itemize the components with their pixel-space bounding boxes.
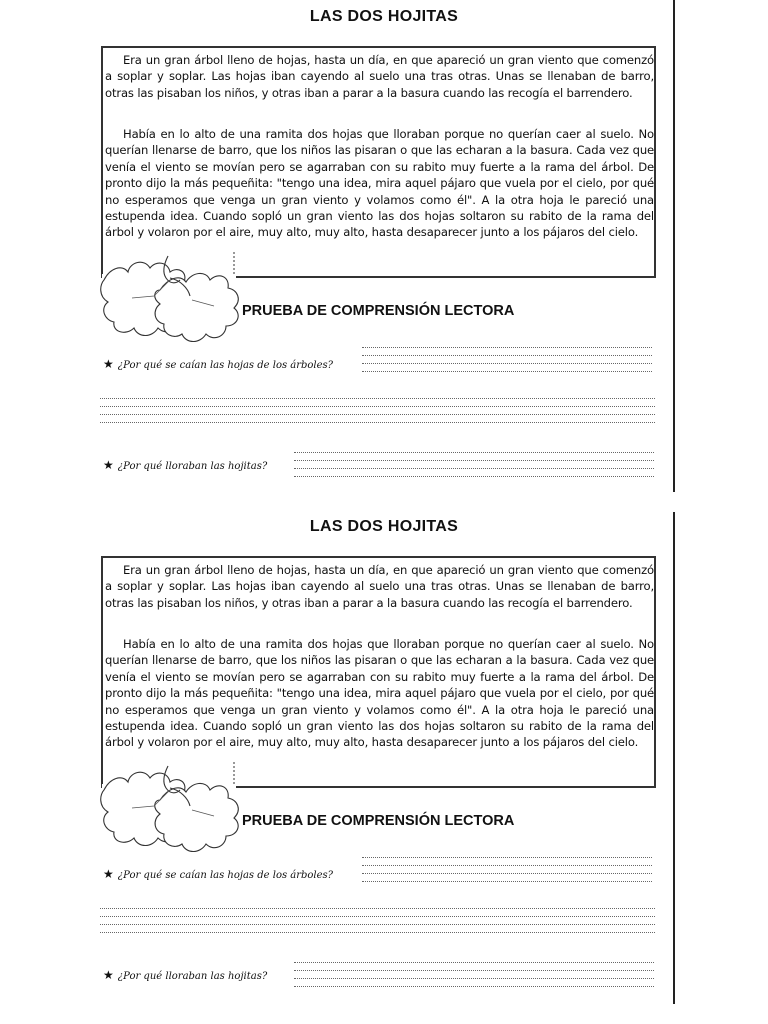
answer-line[interactable] xyxy=(100,916,655,917)
answer-line[interactable] xyxy=(100,924,655,925)
answer-line[interactable] xyxy=(100,422,655,423)
question-1 xyxy=(103,867,333,881)
star-icon: ★ xyxy=(103,968,114,982)
story-paragraph-2: Había en lo alto de una ramita dos hojas que lloraban porque no querían caer al suelo. No querían llenarse de barro, que los niños las pisaran o que las echaran a la basura. Cada vez que venía el viento se movían pero se agarraban con su rabito muy fuerte a la rama del árbol. De pronto dijo la más pequeñita: "tengo una idea, mira aquel pájaro que vuela por el cielo, por qué no esperamos que venga un gran viento y volamos como él". A la otra hoja le pareció una estupenda idea. Cuando sopló un gran viento las dos hojas soltaron su rabito de la rama del árbol y volaron por el aire, muy alto, muy alto, hasta desaparecer junto a los pájaros del cielo. xyxy=(105,127,654,240)
answer-line[interactable] xyxy=(362,857,652,858)
story-paragraph-1: Era un gran árbol lleno de hojas, hasta un día, en que apareció un gran viento que comenzó a soplar y soplar. Las hojas iban cayendo al suelo una tras otras. Unas se llenaban de barro, otras las pisaban los niños, y otras iban a parar a la basura cuando las recogía el barrendero. xyxy=(105,53,654,100)
story-paragraph-2: Había en lo alto de una ramita dos hojas que lloraban porque no querían caer al suelo. No querían llenarse de barro, que los niños las pisaran o que las echaran a la basura. Cada vez que venía el viento se movían pero se agarraban con su rabito muy fuerte a la rama del árbol. De pronto dijo la más pequeñita: "tengo una idea, mira aquel pájaro que vuela por el cielo, por qué no esperamos que venga un gran viento y volamos como él". A la otra hoja le pareció una estupenda idea. Cuando sopló un gran viento las dos hojas soltaron su rabito de la rama del árbol y volaron por el aire, muy alto, muy alto, hasta desaparecer junto a los pájaros del cielo. xyxy=(105,637,654,750)
answer-line[interactable] xyxy=(362,371,652,372)
answer-line[interactable] xyxy=(294,476,654,477)
answer-line[interactable] xyxy=(362,355,652,356)
answer-line[interactable] xyxy=(362,881,652,882)
star-icon: ★ xyxy=(103,357,114,371)
answer-line[interactable] xyxy=(100,908,655,909)
answer-line[interactable] xyxy=(100,398,655,399)
answer-line[interactable] xyxy=(100,406,655,407)
question-2-text: ¿Por qué lloraban las hojitas? xyxy=(117,971,268,982)
worksheet-2 xyxy=(0,510,768,1022)
question-2 xyxy=(103,458,267,472)
story-box xyxy=(101,556,656,788)
answer-line[interactable] xyxy=(100,932,655,933)
answer-line[interactable] xyxy=(294,970,654,971)
answer-line[interactable] xyxy=(294,452,654,453)
question-2-text: ¿Por qué lloraban las hojitas? xyxy=(117,461,268,472)
answer-line[interactable] xyxy=(100,414,655,415)
question-1 xyxy=(103,357,333,371)
answer-line[interactable] xyxy=(362,347,652,348)
question-1-text: ¿Por qué se caían las hojas de los árboles? xyxy=(117,870,334,881)
star-icon: ★ xyxy=(103,458,114,472)
star-icon: ★ xyxy=(103,867,114,881)
two-leaves-icon xyxy=(96,760,256,860)
story-paragraph-1: Era un gran árbol lleno de hojas, hasta un día, en que apareció un gran viento que comenzó a soplar y soplar. Las hojas iban cayendo al suelo una tras otras. Unas se llenaban de barro, otras las pisaban los niños, y otras iban a parar a la basura cuando las recogía el barrendero. xyxy=(105,563,654,610)
answer-line[interactable] xyxy=(294,962,654,963)
worksheet-title: LAS DOS HOJITAS xyxy=(309,8,459,25)
answer-line[interactable] xyxy=(294,468,654,469)
answer-line[interactable] xyxy=(362,865,652,866)
answer-line[interactable] xyxy=(294,978,654,979)
two-leaves-icon xyxy=(96,250,256,350)
question-1-text: ¿Por qué se caían las hojas de los árboles? xyxy=(117,360,334,371)
comprehension-test-title: PRUEBA DE COMPRENSIÓN LECTORA xyxy=(242,813,515,829)
worksheet-title: LAS DOS HOJITAS xyxy=(309,518,459,535)
answer-line[interactable] xyxy=(362,873,652,874)
answer-line[interactable] xyxy=(294,460,654,461)
answer-line[interactable] xyxy=(362,363,652,364)
comprehension-test-title: PRUEBA DE COMPRENSIÓN LECTORA xyxy=(242,303,515,319)
story-box xyxy=(101,46,656,278)
question-2 xyxy=(103,968,267,982)
answer-line[interactable] xyxy=(294,986,654,987)
